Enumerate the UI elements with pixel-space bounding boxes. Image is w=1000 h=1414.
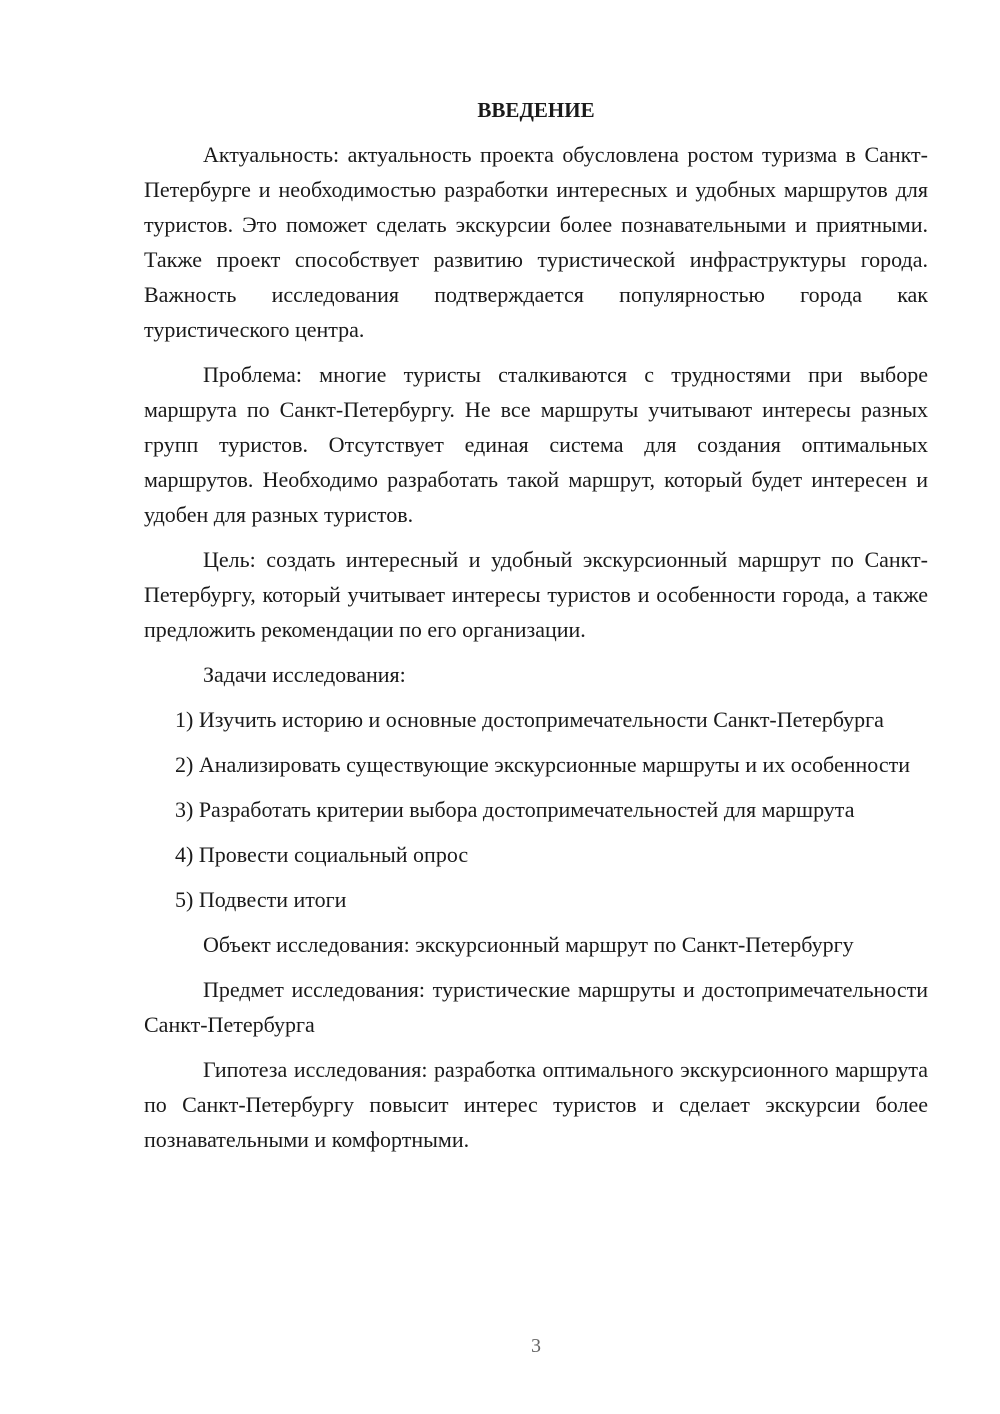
paragraph-goal: Цель: создать интересный и удобный экскурсионный маршрут по Санкт-Петербургу, который учитывает интересы туристов и особенности города, а также предложить рекомендации по его организации. [144, 547, 928, 642]
paragraph-problem: Проблема: многие туристы сталкиваются с трудностями при выборе маршрута по Санкт-Петербургу. Не все маршруты учитывают интересы разных групп туристов. Отсутствует единая система для создания оптимальных маршрутов. Необходимо разработать такой маршрут, который будет интересен и удобен для разных туристов. [144, 362, 928, 527]
page-number: 3 [531, 1335, 541, 1357]
task-item-5: 5) Подвести итоги [175, 887, 347, 912]
page-content [144, 94, 928, 1167]
paragraph-subject: Предмет исследования: туристические маршруты и достопримечательности Санкт-Петербурга [144, 977, 928, 1037]
task-item-3: 3) Разработать критерии выбора достопримечательностей для маршрута [175, 797, 855, 822]
paragraph-object: Объект исследования: экскурсионный маршрут по Санкт-Петербургу [203, 932, 854, 957]
paragraph-tasks-heading: Задачи исследования: [203, 662, 406, 687]
task-item-1: 1) Изучить историю и основные достопримечательности Санкт-Петербурга [175, 707, 884, 732]
section-title: ВВЕДЕНИЕ [477, 98, 595, 122]
task-item-4: 4) Провести социальный опрос [175, 842, 469, 867]
paragraph-relevance: Актуальность: актуальность проекта обусловлена ростом туризма в Санкт-Петербурге и необходимостью разработки интересных и удобных маршрутов для туристов. Это поможет сделать экскурсии более познавательными и приятными. Также проект способствует развитию туристической инфраструктуры города. Важность исследования подтверждается популярностью города как туристического центра. [144, 142, 928, 342]
task-item-2: 2) Анализировать существующие экскурсионные маршруты и их особенности [175, 752, 910, 777]
paragraph-hypothesis: Гипотеза исследования: разработка оптимального экскурсионного маршрута по Санкт-Петербургу повысит интерес туристов и сделает экскурсии более познавательными и комфортными. [144, 1057, 928, 1152]
